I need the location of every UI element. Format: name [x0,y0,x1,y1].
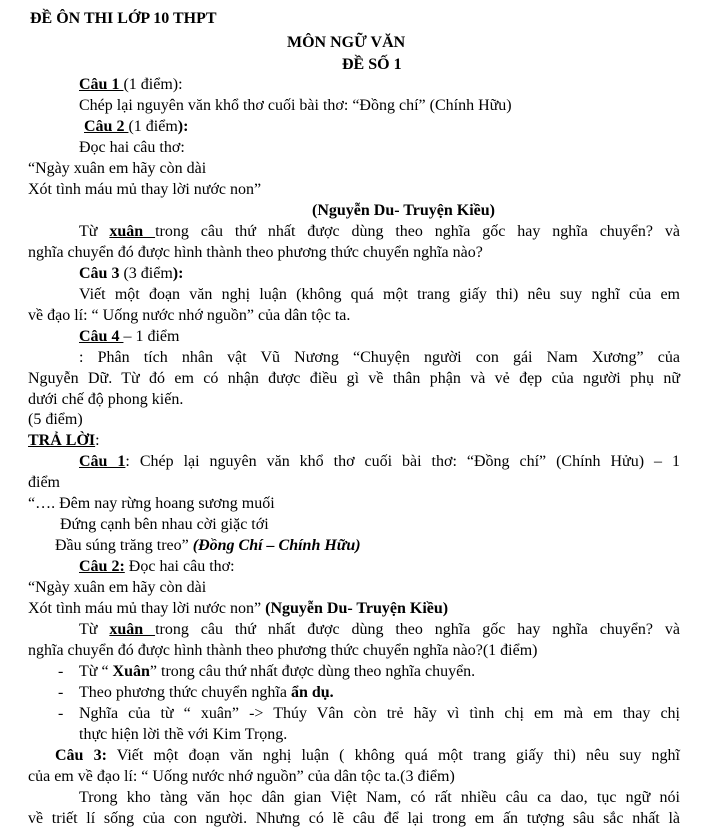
answer-2-heading [79,557,235,577]
question-2-label: Câu 2 [84,118,129,135]
question-2-paragraph-line-2: nghĩa chuyển đó được hình thành theo phương thức chuyển nghĩa nào? [28,244,483,261]
bullet-1-bold: Xuân [112,663,150,680]
answer-1-verse-2: Đứng cạnh bên nhau cời giặc tới [60,516,269,533]
bullet-2-pre: Theo phương thức chuyển nghĩa [79,684,291,701]
bullet-marker-3: - [58,705,64,722]
bullet-1-pre: Từ “ [79,663,113,680]
answer-2-para-rest: trong câu thứ nhất được dùng theo nghĩa gốc hay nghĩa chuyển? và [155,621,681,638]
answer-2-intro: Đọc hai câu thơ: [124,558,235,575]
question-4-heading [79,327,179,347]
question-1-points: (1 điểm): [123,76,183,93]
question-4-label: Câu 4 [79,328,124,345]
bullet-marker-2: - [58,684,64,701]
question-2-source: (Nguyễn Du- Truyện Kiều) [312,202,495,219]
answer-1-text: : Chép lại nguyên văn khổ thơ cuối bài thơ: “Đồng chí” (Chính Hửu) – 1 [125,453,680,470]
answer-1-verse-3-line [55,536,361,556]
answer-3-paragraph-line-2: về triết lí sống của con người. Nhưng có lẽ câu để lại trong em ấn tượng sâu sắc nhất là [28,810,680,827]
answer-1-line-1 [79,452,680,472]
question-3-heading [79,264,183,284]
answer-1-verse-1: “…. Đêm nay rừng hoang sương muối [28,495,275,512]
bullet-marker-1: - [58,663,64,680]
answer-1-label: Câu 1 [79,453,126,470]
answer-2-verse-2: Xót tình máu mủ thay lời nước non” [28,600,266,617]
answers-heading-colon: : [95,432,100,449]
question-4-line-1: : Phân tích nhân vật Vũ Nương “Chuyện người con gái Nam Xương” của [79,349,680,366]
question-2-points: (1 điểm [128,118,178,135]
question-2-keyword: xuân [109,223,156,240]
bullet-1-post: ” trong câu thứ nhất được dùng theo nghĩa chuyển. [149,663,476,680]
bullet-2-bold: ẩn dụ. [290,684,334,701]
question-3-line-1: Viết một đoạn văn nghị luận (không quá một trang giấy thi) nêu suy nghĩ của em [79,286,680,303]
question-3-points: (3 điểm [119,265,173,282]
answers-heading [28,431,100,451]
question-2-para-rest: trong câu thứ nhất được dùng theo nghĩa gốc hay nghĩa chuyển? và [155,223,681,240]
question-3-label: Câu 3 [79,265,120,282]
answer-2-keyword: xuân [109,621,156,638]
answer-3-label: Câu 3: [55,747,107,764]
question-1-heading [79,75,183,95]
answer-2-bullet-1 [79,662,475,682]
subject-title: MÔN NGỮ VĂN [287,34,406,51]
question-2-verse-1: “Ngày xuân em hãy còn dài [28,160,207,177]
bullet-3-pre: Nghĩa của từ “ xuân” -> Thúy Vân còn trẻ hãy vì tình chị em mà em thay chị [79,705,680,722]
answer-2-label: Câu 2: [79,558,125,575]
question-1-text: Chép lại nguyên văn khổ thơ cuối bài thơ: “Đồng chí” (Chính Hữu) [79,97,512,114]
answer-2-paragraph-line-1 [28,620,680,640]
question-4-line-2: Nguyễn Dữ. Từ đó em có nhận được điều gì về thân phận và vẻ đẹp của người phụ nữ [28,370,680,387]
exam-title: ĐỀ ÔN THI LỚP 10 THPT [30,10,217,27]
exam-number: ĐỀ SỐ 1 [342,56,402,73]
answer-3-line-1 [55,746,680,766]
question-3-line-2: về đạo lí: “ Uống nước nhớ nguồn” của dân tộc ta. [28,307,351,324]
answer-2-para-start: Từ [79,621,110,638]
answer-2-verse-2-line [28,599,448,619]
question-1-label: Câu 1 [79,76,124,93]
answer-3-line-2: của em về đạo lí: “ Uống nước nhớ nguồn” của dân tộc ta.(3 điểm) [28,768,455,785]
question-2-para-start: Từ [79,223,110,240]
answer-2-verse-1: “Ngày xuân em hãy còn dài [28,579,207,596]
answer-1-verse-3: Đầu súng trăng treo” [55,537,193,554]
question-2-verse-2: Xót tình máu mủ thay lời nước non” [28,181,262,198]
question-2-intro: Đọc hai câu thơ: [79,139,185,156]
question-4-line-3: dưới chế độ phong kiến. [28,391,184,408]
answer-2-bullet-2 [79,683,334,703]
question-2-points-end: ): [177,118,189,135]
answer-2-bullet-3-line-2: thực hiện lời thề với Kim Trọng. [79,726,288,743]
answer-2-bullet-3 [79,704,680,724]
question-3-points-end: ): [172,265,184,282]
answer-3-paragraph-line-1: Trong kho tàng văn học dân gian Việt Nam, có rất nhiều câu ca dao, tục ngữ nói [79,789,680,806]
question-2-heading [84,117,188,137]
answer-2-source: (Nguyễn Du- Truyện Kiều) [265,600,449,617]
question-4-points-note: (5 điểm) [28,411,83,428]
answer-1-line-2: điểm [28,474,60,491]
question-2-paragraph-line-1 [28,222,680,242]
answer-2-paragraph-line-2: nghĩa chuyển đó được hình thành theo phương thức chuyển nghĩa nào?(1 điểm) [28,642,538,659]
answer-1-source: (Đồng Chí – Chính Hữu) [192,537,361,554]
answer-3-text: Viết một đoạn văn nghị luận ( không quá một trang giấy thi) nêu suy nghĩ [106,747,680,764]
question-4-points: – 1 điểm [123,328,180,345]
answers-heading-label: TRẢ LỜI [28,432,96,449]
